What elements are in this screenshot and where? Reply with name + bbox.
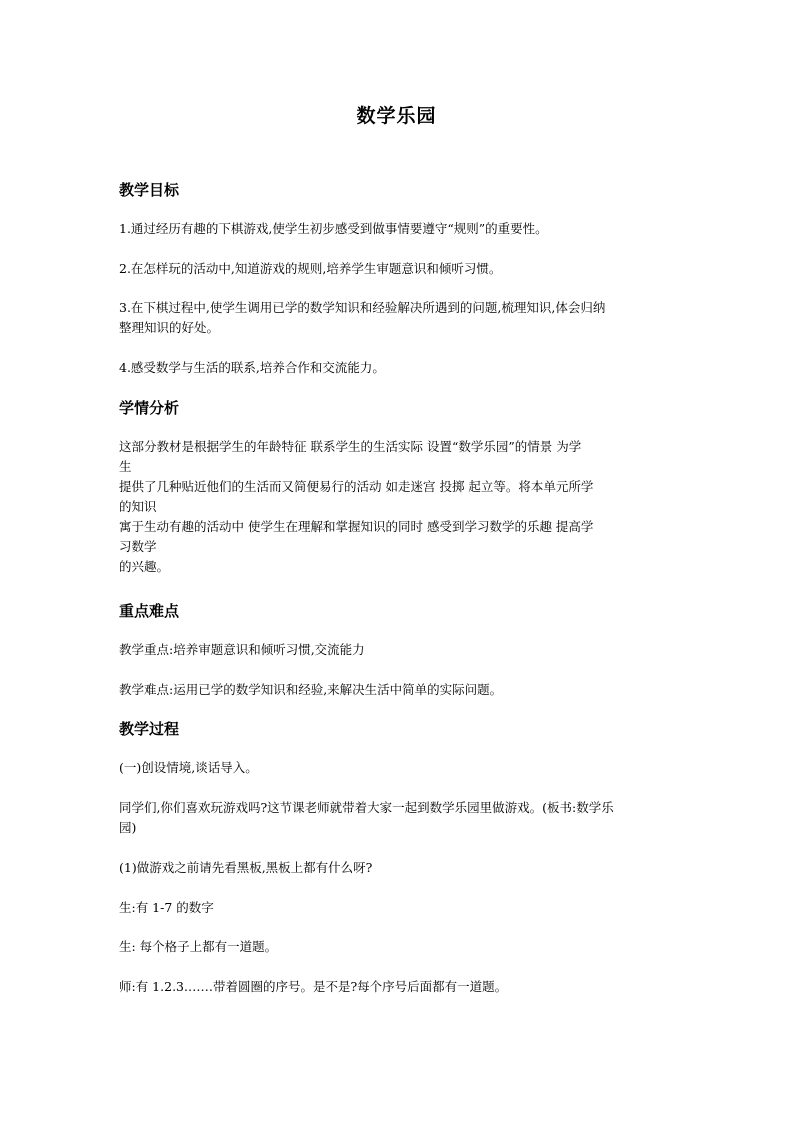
process-step-1: (一)创设情境,谈话导入。 bbox=[119, 760, 258, 775]
key-heading: 重点难点 bbox=[119, 602, 180, 620]
goal-item bbox=[119, 219, 676, 239]
analysis-heading: 学情分析 bbox=[119, 399, 180, 417]
goal-1: 1.通过经历有趣的下棋游戏,使学生初步感受到做事情要遵守“规则”的重要性。 bbox=[119, 221, 548, 236]
process-item bbox=[119, 798, 676, 838]
process-item bbox=[119, 977, 676, 997]
goal-2: 2.在怎样玩的活动中,知道游戏的规则,培养学生审题意识和倾听习惯。 bbox=[119, 261, 502, 276]
goal-item bbox=[119, 358, 676, 378]
analysis-line: 生 bbox=[119, 459, 132, 474]
process-question-1: (1)做游戏之前请先看黑板,黑板上都有什么呀? bbox=[119, 860, 373, 875]
goal-item bbox=[119, 298, 676, 338]
goals-heading: 教学目标 bbox=[119, 181, 180, 199]
goal-3-line-1: 3.在下棋过程中,使学生调用已学的数学知识和经验解决所遇到的问题,梳理知识,体会归纳 bbox=[119, 300, 606, 315]
section-key-points bbox=[119, 601, 676, 621]
analysis-line: 寓于生动有趣的活动中 使学生在理解和掌握知识的同时 感受到学习数学的乐趣 提高学 bbox=[119, 519, 594, 534]
section-analysis bbox=[119, 398, 676, 418]
process-intro-line-1: 同学们,你们喜欢玩游戏吗?这节课老师就带着大家一起到数学乐园里做游戏。(板书:数学乐 bbox=[119, 800, 614, 815]
process-teacher-1: 师:有 1.2.3.……带着圆圈的序号。是不是?每个序号后面都有一道题。 bbox=[119, 979, 508, 994]
section-goals bbox=[119, 180, 676, 200]
process-intro-line-2: 园) bbox=[119, 820, 137, 835]
difficulty-point: 教学难点:运用已学的数学知识和经验,来解决生活中简单的实际问题。 bbox=[119, 682, 503, 697]
section-process bbox=[119, 719, 676, 739]
analysis-line: 习数学 bbox=[119, 539, 157, 554]
key-point: 教学重点:培养审题意识和倾听习惯,交流能力 bbox=[119, 642, 365, 657]
analysis-paragraph bbox=[119, 437, 676, 577]
analysis-line: 这部分教材是根据学生的年龄特征 联系学生的生活实际 设置“数学乐园”的情景 为学 bbox=[119, 439, 582, 454]
difficulty-item bbox=[119, 680, 676, 700]
goal-3-line-2: 整理知识的好处。 bbox=[119, 320, 220, 335]
goal-4: 4.感受数学与生活的联系,培养合作和交流能力。 bbox=[119, 360, 385, 375]
process-answer-1: 生:有 1-7 的数字 bbox=[119, 900, 214, 915]
process-item bbox=[119, 898, 676, 918]
page-title: 数学乐园 bbox=[356, 105, 437, 127]
analysis-line: 的知识 bbox=[119, 499, 157, 514]
process-heading: 教学过程 bbox=[119, 720, 180, 738]
process-answer-2: 生: 每个格子上都有一道题。 bbox=[119, 939, 278, 954]
process-item bbox=[119, 758, 676, 778]
key-point-item bbox=[119, 640, 676, 660]
process-item bbox=[119, 937, 676, 957]
goal-item bbox=[119, 259, 676, 279]
process-item bbox=[119, 858, 676, 878]
analysis-line: 提供了几种贴近他们的生活而又简便易行的活动 如走迷宫 投掷 起立等。将本单元所学 bbox=[119, 479, 594, 494]
analysis-line: 的兴趣。 bbox=[119, 559, 170, 574]
